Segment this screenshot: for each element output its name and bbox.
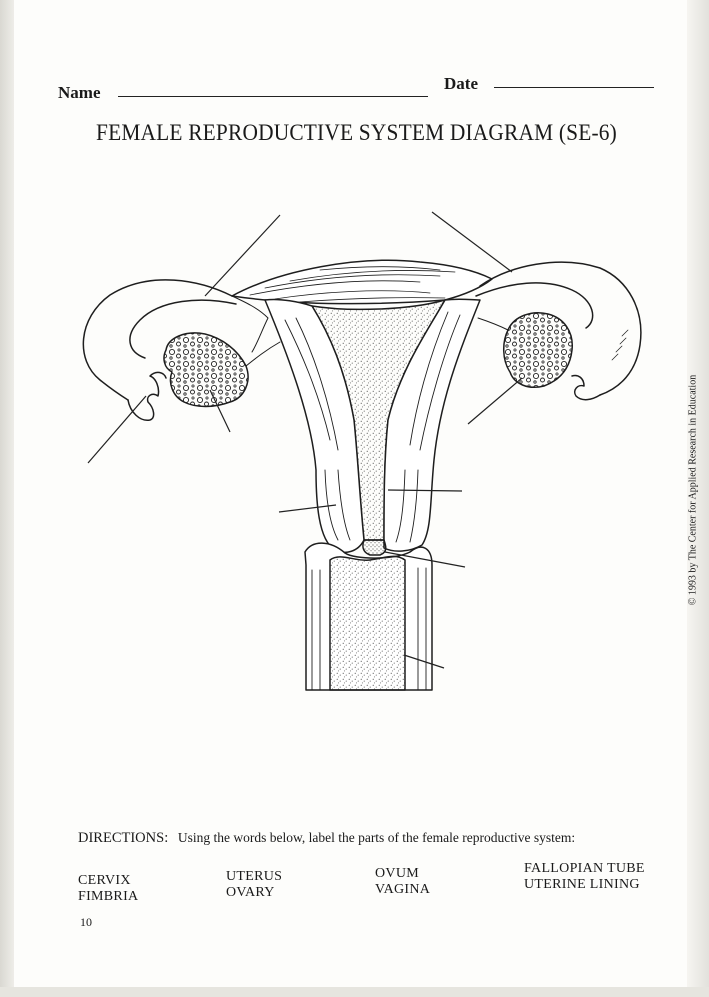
- right-ligament: [478, 318, 508, 330]
- word-cervix: CERVIX: [78, 873, 131, 888]
- directions-label: DIRECTIONS:: [78, 830, 169, 846]
- word-ovum: OVUM: [375, 866, 419, 881]
- right-ovary: [504, 313, 573, 387]
- word-vagina: VAGINA: [375, 882, 431, 897]
- word-fallopian-tube: FALLOPIAN TUBE: [524, 861, 645, 876]
- left-fimbria: [128, 372, 166, 420]
- word-fimbria: FIMBRIA: [78, 889, 139, 904]
- word-ovary: OVARY: [226, 885, 275, 900]
- name-label: Name: [58, 83, 101, 102]
- cervical-canal: [363, 540, 386, 555]
- directions-body: Using the words below, label the parts of the female reproductive system:: [177, 830, 576, 845]
- page-title: FEMALE REPRODUCTIVE SYSTEM DIAGRAM (SE-6): [96, 120, 618, 145]
- left-ovary: [164, 333, 248, 407]
- left-ligament: [246, 342, 280, 366]
- directions-text: [78, 830, 575, 847]
- copyright-notice: © 1993 by The Center for Applied Research in Education: [687, 374, 699, 606]
- right-fimbria: [572, 375, 600, 399]
- vagina-canal: [330, 556, 405, 690]
- word-uterus: UTERUS: [226, 869, 283, 884]
- page-number: 10: [80, 915, 92, 929]
- date-label: Date: [444, 74, 478, 93]
- word-uterine-lining: UTERINE LINING: [524, 877, 640, 892]
